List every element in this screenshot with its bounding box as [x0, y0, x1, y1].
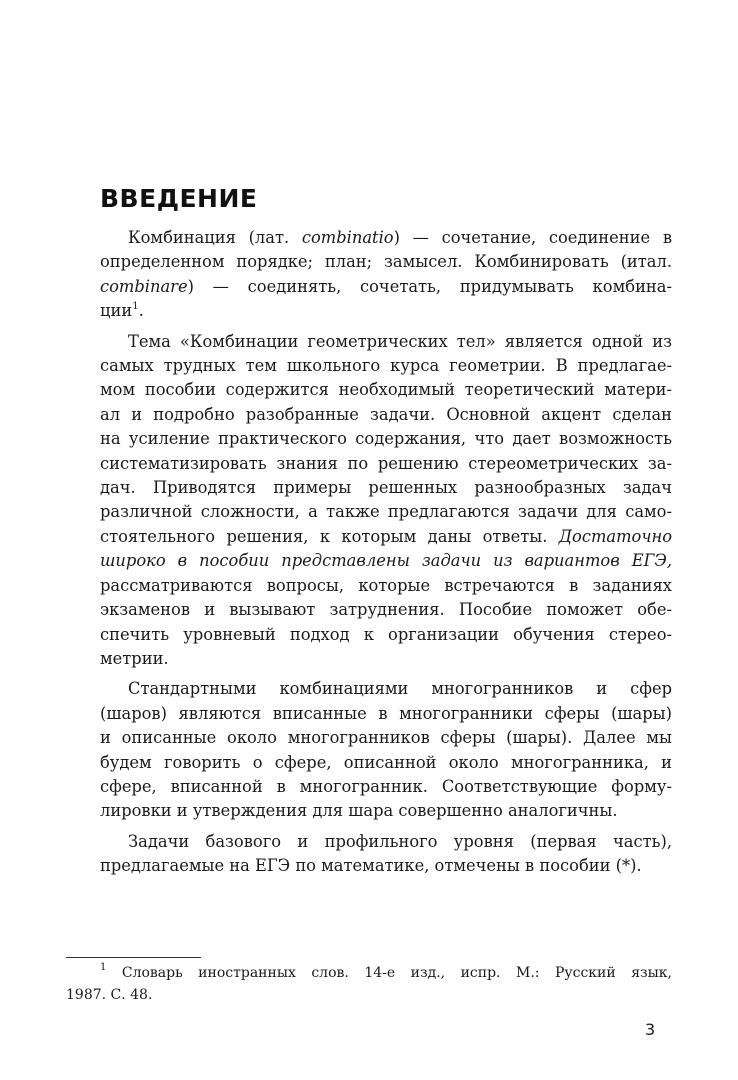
text-line: экзаменов и вызывают затруднения. Пособие поможет обе- — [100, 600, 672, 620]
text-line: дач. Приводятся примеры решенных разнообразных задач — [100, 478, 672, 498]
text-line: рассматриваются вопросы, которые встречаются в заданиях — [100, 575, 672, 595]
italic-text: combinare — [100, 276, 188, 296]
text-line: combinare) — соединять, сочетать, придумывать комбина- — [100, 276, 672, 296]
text-line: сфере, вписанной в многогранник. Соответствующие форму- — [100, 776, 672, 796]
text-line: Тема «Комбинации геометрических тел» является одной из — [128, 331, 672, 351]
text-line — [100, 549, 672, 573]
text-line: Стандартными комбинациями многогранников и сфер — [128, 679, 672, 699]
footnote-line: $^1$ Словарь иностранных слов. 14-е изд., испр. М.: Русский язык, — [100, 962, 672, 981]
text-line: ал и подробно разобранные задачи. Основной акцент сделан — [100, 404, 672, 424]
footnote-line: 1987. С. 48. — [66, 987, 153, 1003]
text-line: ции$^1$. — [100, 301, 144, 321]
text-line: (шаров) являются вписанные в многогранники сферы (шары) — [100, 703, 672, 723]
text-line: определенном порядке; план; замысел. Комбинировать (итал. — [100, 252, 672, 272]
text-line: будем говорить о сфере, описанной около многогранника, и — [100, 752, 672, 772]
text-line: лировки и утверждения для шара совершенно аналогичны. — [100, 801, 618, 821]
text-line: Комбинация (лат. combinatio) — сочетание, соединение в — [128, 228, 672, 247]
footnote-divider — [66, 957, 201, 958]
footnote-marker: 1 — [100, 962, 107, 973]
paragraph — [100, 226, 672, 324]
italic-text: combinatio — [301, 228, 394, 247]
text-line: на усиление практического содержания, что дает возможность — [100, 429, 672, 449]
paragraph — [100, 830, 672, 879]
text-line: различной сложности, а также предлагаются задачи для само- — [100, 502, 672, 522]
text-line: самых трудных тем школьного курса геометрии. В предлагае- — [100, 356, 672, 376]
italic-text: широко в пособии представлены задачи из вариантов ЕГЭ, — [100, 551, 672, 571]
page-number: 3 — [645, 1020, 656, 1039]
text-line: метрии. — [100, 648, 169, 668]
body-text — [100, 226, 672, 879]
text-line: Задачи базового и профильного уровня (первая часть), — [128, 831, 672, 851]
paragraph — [100, 330, 672, 672]
footnote — [66, 962, 672, 1006]
paragraph — [100, 677, 672, 823]
footnote-marker: 1 — [132, 301, 139, 313]
text-line: стоятельного решения, к которым даны ответы. Достаточно — [100, 526, 672, 546]
text-line: систематизировать знания по решению стереометрических за- — [100, 453, 672, 473]
italic-text: Достаточно — [558, 526, 672, 546]
text-line: мом пособии содержится необходимый теоретический матери- — [100, 380, 672, 400]
text-line: предлагаемые на ЕГЭ по математике, отмечены в пособии (*). — [100, 856, 642, 876]
text-line: и описанные около многогранников сферы (шары). Далее мы — [100, 728, 672, 748]
chapter-heading: ВВЕДЕНИЕ — [100, 184, 258, 213]
text-line: спечить уровневый подход к организации обучения стерео- — [100, 624, 672, 644]
